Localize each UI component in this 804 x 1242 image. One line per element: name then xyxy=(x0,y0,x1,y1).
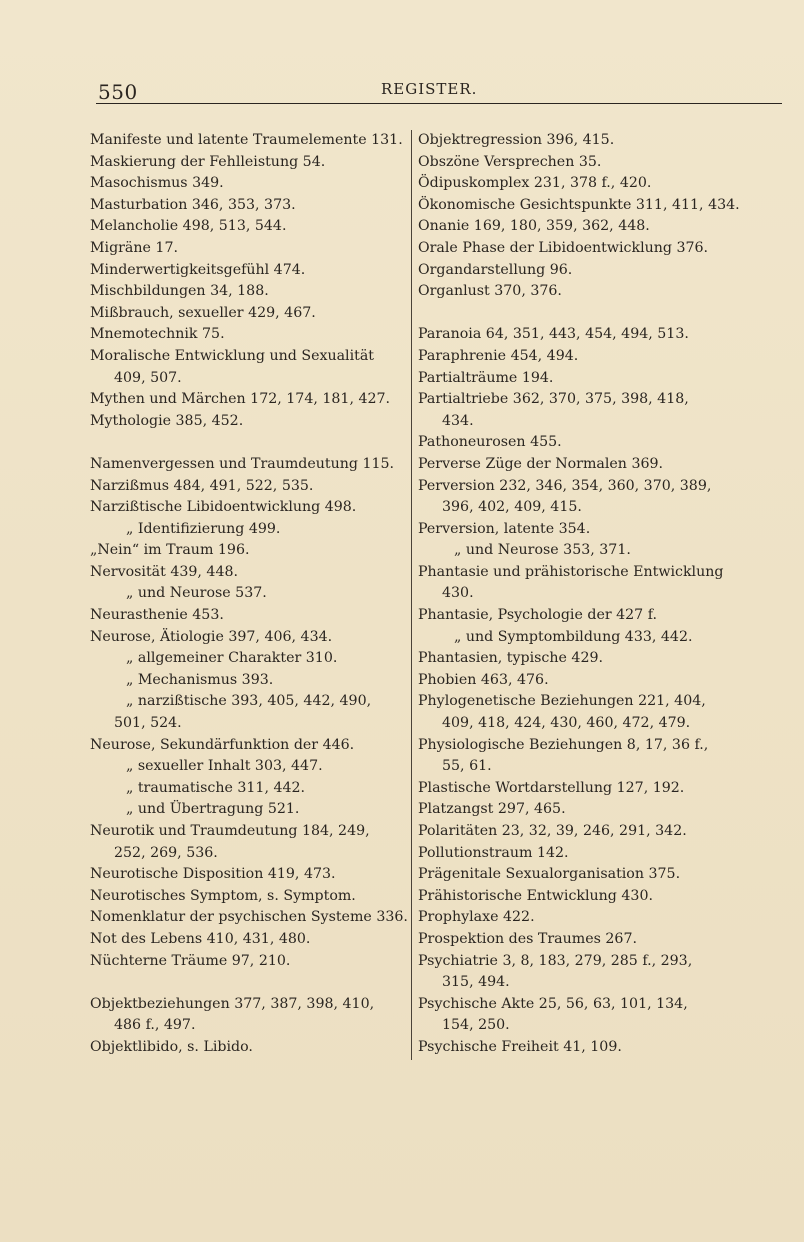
index-entry: Phantasien, typische 429. xyxy=(418,650,604,667)
index-entry: Masturbation 346, 353, 373. xyxy=(90,196,296,213)
index-entry: Paranoia 64, 351, 443, 454, 494, 513. xyxy=(418,326,689,343)
index-entry: Obszöne Versprechen 35. xyxy=(418,153,602,170)
index-entry: Prägenitale Sexualorganisation 375. xyxy=(418,866,681,883)
index-entry: Platzangst 297, 465. xyxy=(418,801,566,818)
index-entry: Partialträume 194. xyxy=(418,369,554,386)
index-column-right xyxy=(418,130,758,1059)
index-subentry: „ narzißtische 393, 405, 442, 490, xyxy=(126,693,372,710)
index-entry: Physiologische Beziehungen 8, 17, 36 f., xyxy=(418,736,709,753)
page-header xyxy=(96,78,782,106)
index-entry: Not des Lebens 410, 431, 480. xyxy=(90,930,311,947)
index-entry-continuation: 154, 250. xyxy=(442,1017,510,1034)
index-subentry: „ traumatische 311, 442. xyxy=(126,779,306,796)
index-entry-continuation: 501, 524. xyxy=(114,715,182,732)
index-entry: Plastische Wortdarstellung 127, 192. xyxy=(418,779,685,796)
index-entry: Neurotisches Symptom, s. Symptom. xyxy=(90,887,356,904)
index-entry: Narzißtische Libidoentwicklung 498. xyxy=(90,499,357,516)
index-entry: Organdarstellung 96. xyxy=(418,261,573,278)
index-entry: Mythen und Märchen 172, 174, 181, 427. xyxy=(90,391,391,408)
index-entry: Perversion 232, 346, 354, 360, 370, 389, xyxy=(418,477,712,494)
index-entry: Phylogenetische Beziehungen 221, 404, xyxy=(418,693,706,710)
index-entry: Narzißmus 484, 491, 522, 535. xyxy=(90,477,314,494)
index-entry: Neurotik und Traumdeutung 184, 249, xyxy=(90,823,370,839)
index-entry-continuation: 409, 507. xyxy=(114,369,182,386)
index-entry-continuation: 409, 418, 424, 430, 460, 472, 479. xyxy=(442,715,691,732)
index-entry: Objektregression 396, 415. xyxy=(418,132,615,148)
index-entry: Polaritäten 23, 32, 39, 246, 291, 342. xyxy=(418,823,687,839)
index-entry: Pathoneurosen 455. xyxy=(418,434,562,451)
index-entry-continuation: 315, 494. xyxy=(442,974,510,991)
index-entry: Mischbildungen 34, 188. xyxy=(90,283,269,300)
index-entry-continuation: 486 f., 497. xyxy=(114,1017,196,1034)
index-entry: Neurose, Ätiologie 397, 406, 434. xyxy=(90,628,333,645)
index-entry: Ökonomische Gesichtspunkte 311, 411, 434. xyxy=(418,196,740,213)
index-subentry: „ und Neurose 353, 371. xyxy=(454,542,631,559)
header-rule xyxy=(96,103,782,104)
index-subentry: „ und Symptombildung 433, 442. xyxy=(454,628,693,645)
index-entry: Neurose, Sekundärfunktion der 446. xyxy=(90,736,355,753)
index-entry-continuation: 396, 402, 409, 415. xyxy=(442,499,582,516)
index-entry: Namenvergessen und Traumdeutung 115. xyxy=(90,455,395,472)
index-entry: Phantasie, Psychologie der 427 f. xyxy=(418,607,657,624)
index-entry-continuation: 55, 61. xyxy=(442,758,492,775)
index-entry: Psychiatrie 3, 8, 183, 279, 285 f., 293, xyxy=(418,952,693,969)
index-subentry: „ und Neurose 537. xyxy=(126,585,267,602)
column-divider xyxy=(411,130,412,1060)
index-entry: Phantasie und prähistorische Entwicklung xyxy=(418,563,724,580)
index-entry: Psychische Freiheit 41, 109. xyxy=(418,1038,622,1055)
index-entry: Phobien 463, 476. xyxy=(418,671,549,688)
index-column-left xyxy=(90,130,412,1059)
section-gap xyxy=(90,432,412,454)
index-subentry: „ Identifizierung 499. xyxy=(126,520,281,537)
index-entry: Paraphrenie 454, 494. xyxy=(418,347,579,364)
index-entry: Ödipuskomplex 231, 378 f., 420. xyxy=(418,175,652,192)
index-entry: Neurotische Disposition 419, 473. xyxy=(90,866,336,883)
index-entry: Nervosität 439, 448. xyxy=(90,563,239,580)
index-entry: Partialtriebe 362, 370, 375, 398, 418, xyxy=(418,391,689,408)
index-entry: Perverse Züge der Normalen 369. xyxy=(418,455,664,472)
index-entry: Prospektion des Traumes 267. xyxy=(418,930,637,947)
section-gap xyxy=(418,303,758,325)
index-entry: Perversion, latente 354. xyxy=(418,520,591,537)
running-head: REGISTER. xyxy=(381,80,478,98)
index-entry: Mißbrauch, sexueller 429, 467. xyxy=(90,304,316,321)
index-entry: Minderwertigkeitsgefühl 474. xyxy=(90,261,306,278)
index-entry: Masochismus 349. xyxy=(90,175,224,192)
index-subentry: „ Mechanismus 393. xyxy=(126,671,274,688)
index-entry-continuation: 252, 269, 536. xyxy=(114,844,218,861)
index-entry: „Nein“ im Traum 196. xyxy=(90,542,250,559)
index-subentry: „ allgemeiner Charakter 310. xyxy=(126,650,338,667)
index-entry: Pollutionstraum 142. xyxy=(418,844,569,861)
index-entry-continuation: 430. xyxy=(442,585,474,602)
index-entry: Manifeste und latente Traumelemente 131. xyxy=(90,132,403,148)
index-entry: Nomenklatur der psychischen Systeme 336. xyxy=(90,909,408,926)
index-entry: Prophylaxe 422. xyxy=(418,909,535,926)
index-entry: Mythologie 385, 452. xyxy=(90,412,244,429)
index-entry: Maskierung der Fehlleistung 54. xyxy=(90,153,326,170)
page-number: 550 xyxy=(98,80,138,104)
index-entry: Prähistorische Entwicklung 430. xyxy=(418,887,653,904)
index-entry-continuation: 434. xyxy=(442,412,474,429)
index-subentry: „ sexueller Inhalt 303, 447. xyxy=(126,758,323,775)
index-entry: Psychische Akte 25, 56, 63, 101, 134, xyxy=(418,995,688,1012)
index-entry: Mnemotechnik 75. xyxy=(90,326,225,343)
index-entry: Melancholie 498, 513, 544. xyxy=(90,218,287,235)
index-subentry: „ und Übertragung 521. xyxy=(126,801,300,818)
section-gap xyxy=(90,972,412,994)
index-entry: Objektlibido, s. Libido. xyxy=(90,1038,253,1055)
index-entry: Onanie 169, 180, 359, 362, 448. xyxy=(418,218,650,235)
index-entry: Neurasthenie 453. xyxy=(90,607,224,624)
index-entry: Nüchterne Träume 97, 210. xyxy=(90,952,291,969)
index-entry: Moralische Entwicklung und Sexualität xyxy=(90,347,374,364)
index-entry: Objektbeziehungen 377, 387, 398, 410, xyxy=(90,995,375,1012)
index-entry: Migräne 17. xyxy=(90,239,178,256)
index-entry: Organlust 370, 376. xyxy=(418,283,562,300)
index-entry: Orale Phase der Libidoentwicklung 376. xyxy=(418,239,709,256)
